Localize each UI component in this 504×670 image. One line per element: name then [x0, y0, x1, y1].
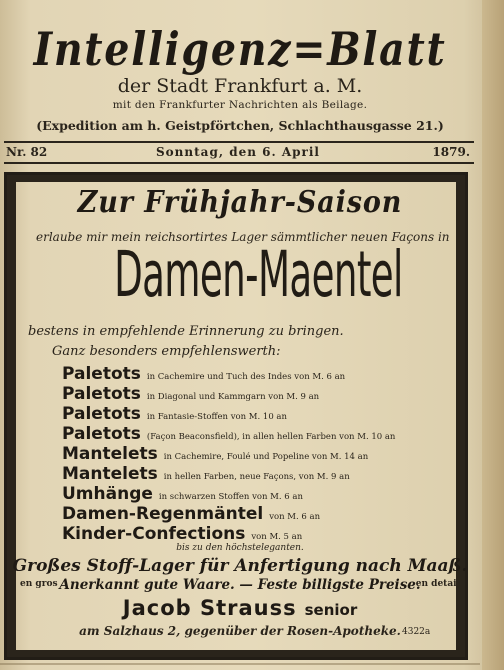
product-name: Paletots: [62, 384, 141, 404]
merchant-name: Jacob Strauss: [122, 596, 297, 620]
ad-quality-row: [20, 577, 460, 593]
label-en-detail: en detail: [415, 579, 460, 589]
product-item: [62, 444, 462, 464]
product-item: [62, 524, 462, 544]
product-desc: von M. 6 an: [269, 512, 321, 522]
masthead-title: Intelligenz=Blatt: [33, 22, 447, 76]
ad-main-title: Damen-Maentel: [114, 238, 403, 312]
product-name: Paletots: [62, 364, 141, 384]
ad-headline: Zur Frühjahr-Saison: [77, 185, 403, 220]
dateline: [6, 145, 470, 161]
product-item: [62, 504, 462, 524]
product-desc: in Diagonal und Kammgarn von M. 9 an: [146, 392, 320, 402]
product-name: Mantelets: [62, 444, 158, 464]
product-item: [62, 404, 462, 424]
merchant-address: am Salzhaus 2, gegenüber der Rosen-Apotheke.: [79, 624, 401, 638]
ad-intro: erlaube mir mein reichsortirtes Lager sämmtlicher neuen Façons in: [36, 230, 450, 244]
product-item: [62, 464, 462, 484]
product-item: [62, 484, 462, 504]
product-name: Damen-Regenmäntel: [62, 504, 264, 524]
issue-number: Nr. 82: [6, 145, 48, 159]
page-edge: [482, 0, 504, 670]
issue-date: Sonntag, den 6. April: [156, 145, 320, 159]
masthead: [0, 0, 480, 160]
product-item: [62, 384, 462, 404]
label-en-gros: en gros: [20, 579, 58, 589]
ad-up-to: bis zu den höchsteleganten.: [176, 543, 304, 553]
merchant-suffix: senior: [304, 601, 358, 619]
ad-code: 4322a: [402, 627, 431, 637]
product-name: Paletots: [62, 424, 141, 444]
product-desc: in hellen Farben, neue Façons, von M. 9 an: [163, 472, 350, 482]
ad-quality-line: Anerkannt gute Waare. — Feste billigste Preise.: [59, 577, 421, 593]
frame-band-left: [7, 175, 16, 657]
product-desc: von M. 5 an: [251, 532, 303, 542]
product-item: [62, 424, 462, 444]
product-desc: in Cachemire und Tuch des Indes von M. 6 an: [146, 372, 346, 382]
frame-band-top: [7, 175, 465, 182]
frame-band-bottom: [7, 650, 465, 657]
masthead-expedition: (Expedition am h. Geistpförtchen, Schlachthausgasse 21.): [36, 118, 444, 133]
ad-stock-line: Großes Stoff-Lager für Anfertigung nach Maaß.: [12, 556, 468, 576]
ad-recommend: bestens in empfehlende Erinnerung zu bringen.: [28, 324, 344, 339]
product-list: [62, 364, 462, 544]
product-desc: (Façon Beaconsfield), in allen hellen Farben von M. 10 an: [146, 432, 396, 442]
product-name: Mantelets: [62, 464, 158, 484]
dateline-rule: [4, 162, 474, 164]
issue-year: 1879.: [432, 145, 470, 159]
product-name: Kinder-Confections: [62, 524, 246, 544]
bottom-rule: [0, 663, 480, 665]
masthead-note: mit den Frankfurter Nachrichten als Beilage.: [112, 99, 368, 111]
product-item: [62, 364, 462, 384]
product-name: Paletots: [62, 404, 141, 424]
product-desc: in schwarzen Stoffen von M. 6 an: [158, 492, 303, 502]
merchant-name-row: [40, 596, 440, 620]
ad-especially: Ganz besonders empfehlenswerth:: [52, 344, 281, 359]
top-rule: [4, 141, 474, 143]
product-desc: in Fantasie-Stoffen von M. 10 an: [146, 412, 287, 422]
masthead-subtitle: der Stadt Frankfurt a. M.: [117, 75, 363, 97]
product-desc: in Cachemire, Foulé und Popeline von M. 14 an: [163, 452, 369, 462]
product-name: Umhänge: [62, 484, 153, 504]
